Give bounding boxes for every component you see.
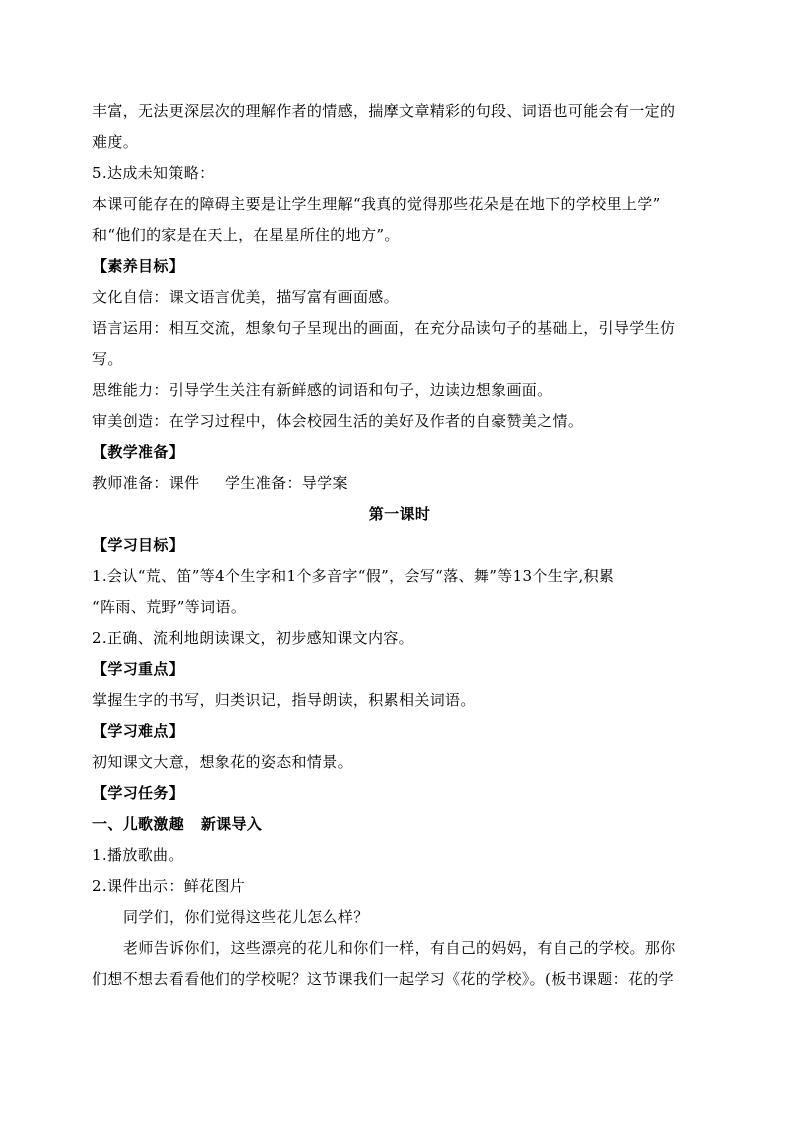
text-line: 同学们，你们觉得这些花儿怎么样？ — [123, 908, 369, 926]
section-heading: 【学习任务】 — [92, 784, 185, 802]
text-line: 和“他们的家是在天上，在星星所住的地方”。 — [92, 226, 400, 244]
text-line: 语言运用：相互交流，想象句子呈现出的画面，在充分品读句子的基础上，引导学生仿 — [92, 319, 676, 337]
section-heading: 【素养目标】 — [92, 257, 185, 275]
text-line: 思维能力：引导学生关注有新鲜感的词语和句子，边读边想象画面。 — [92, 381, 553, 399]
section-heading: 【学习目标】 — [92, 536, 185, 554]
text-line: 写。 — [92, 350, 123, 368]
text-line: “阵雨、荒野”等词语。 — [92, 598, 247, 616]
text-line: 掌握生字的书写，归类识记，指导朗读，积累相关词语。 — [92, 691, 476, 709]
lesson-title: 第一课时 — [368, 505, 431, 523]
text-line: 初知课文大意，想象花的姿态和情景。 — [92, 753, 353, 771]
text-line: 2.正确、流利地朗读课文，初步感知课文内容。 — [92, 629, 415, 647]
document-page — [92, 96, 707, 995]
text-line: 老师告诉你们，这些漂亮的花儿和你们一样，有自己的妈妈，有自己的学校。那你 — [123, 939, 676, 957]
subsection-heading: 一、儿歌激趣 新课导入 — [92, 815, 263, 833]
text-line: 教师准备：课件 学生准备：导学案 — [92, 474, 348, 492]
section-heading: 【学习重点】 — [92, 660, 185, 678]
text-line: 1.播放歌曲。 — [92, 846, 184, 864]
section-heading: 【教学准备】 — [92, 443, 185, 461]
text-line: 们想不想去看看他们的学校呢？这节课我们一起学习《花的学校》。(板书课题：花的学 — [92, 970, 675, 988]
text-line: 本课可能存在的障碍主要是让学生理解“我真的觉得那些花朵是在地下的学校里上学” — [92, 195, 661, 213]
text-line: 文化自信：课文语言优美，描写富有画面感。 — [92, 288, 400, 306]
text-line: 难度。 — [92, 133, 139, 151]
text-line: 5.达成未知策略： — [92, 164, 215, 182]
text-line: 2.课件出示：鲜花图片 — [92, 877, 246, 895]
text-line: 1.会认“荒、笛”等4个生字和1个多音字“假”，会写“落、舞”等13个生字,积累 — [92, 567, 615, 585]
section-heading: 【学习难点】 — [92, 722, 185, 740]
text-line: 审美创造：在学习过程中，体会校园生活的美好及作者的自豪赞美之情。 — [92, 412, 584, 430]
text-line: 丰富，无法更深层次的理解作者的情感，揣摩文章精彩的句段、词语也可能会有一定的 — [92, 102, 676, 120]
